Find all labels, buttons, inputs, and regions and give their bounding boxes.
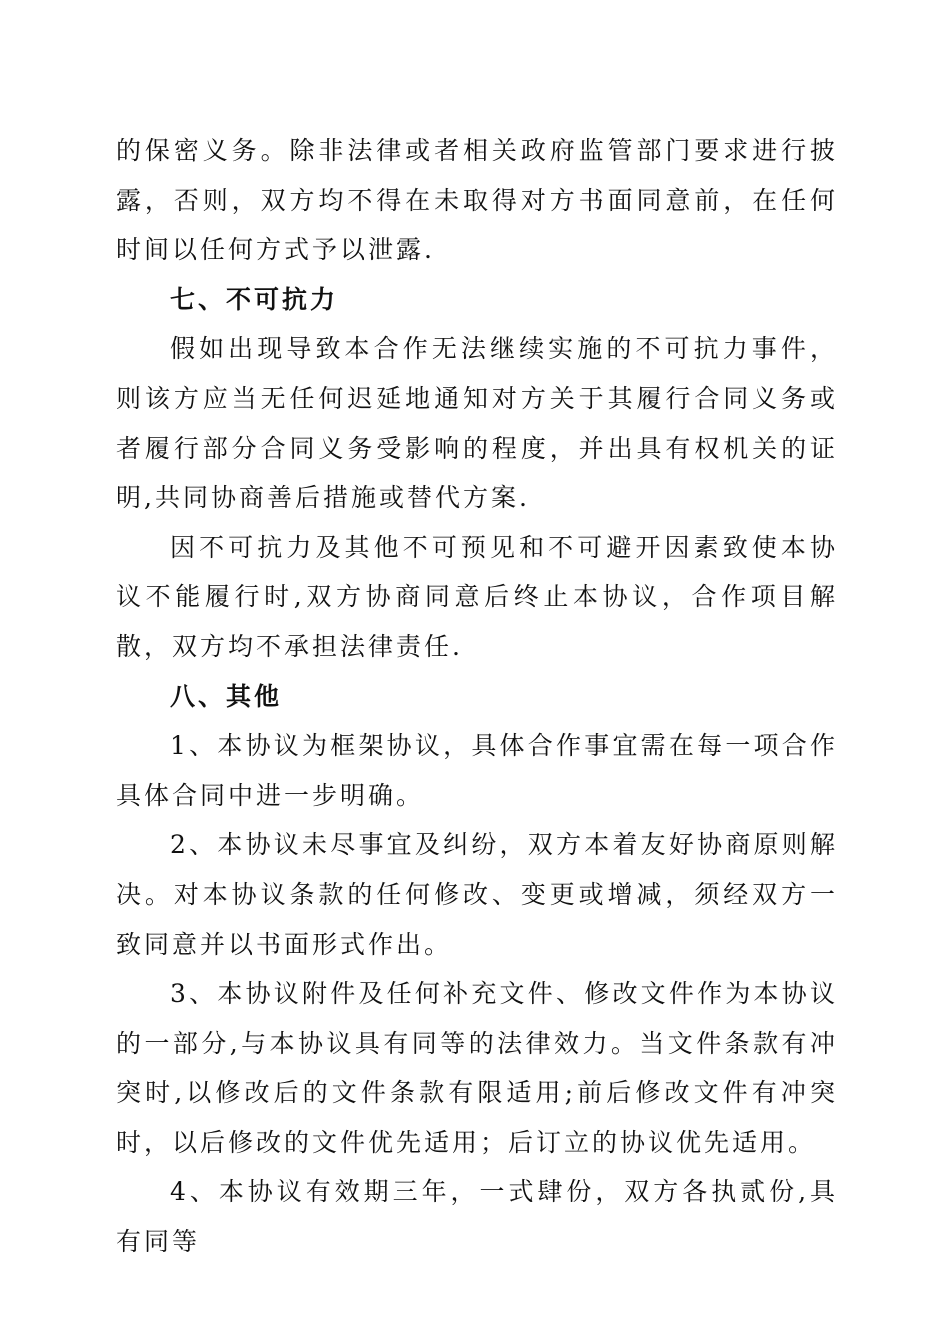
clause-3-attachments: 3、本协议附件及任何补充文件、修改文件作为本协议的一部分,与本协议具有同等的法律效力。当文件条款有冲突时,以修改后的文件条款有限适用;前后修改文件有冲突时，以后修改的文件优先适用；后订立的协议优先适用。 (116, 979, 838, 1157)
section-heading-force-majeure: 七、不可抗力 (170, 284, 339, 314)
paragraph-force-majeure-termination: 因不可抗力及其他不可预见和不可避开因素致使本协议不能履行时,双方协商同意后终止本协议，合作项目解散，双方均不承担法律责任. (116, 532, 838, 661)
clause-2-disputes: 2、本协议未尽事宜及纠纷，双方本着友好协商原则解决。对本协议条款的任何修改、变更或增减，须经双方一致同意并以书面形式作出。 (116, 830, 838, 959)
section-heading-other: 八、其他 (170, 681, 283, 711)
clause-4-validity: 4、本协议有效期三年，一式肆份，双方各执贰份,具有同等 (116, 1177, 838, 1257)
paragraph-force-majeure-notice: 假如出现导致本合作无法继续实施的不可抗力事件，则该方应当无任何迟延地通知对方关于其履行合同义务或者履行部分合同义务受影响的程度，并出具有权机关的证明,共同协商善后措施或替代方案. (116, 334, 838, 513)
clause-1-framework: 1、本协议为框架协议，具体合作事宜需在每一项合作具体合同中进一步明确。 (116, 731, 838, 810)
document-body (116, 126, 838, 1267)
continuation-paragraph: 的保密义务。除非法律或者相关政府监管部门要求进行披露，否则，双方均不得在未取得对方书面同意前，在任何时间以任何方式予以泄露. (116, 136, 838, 265)
